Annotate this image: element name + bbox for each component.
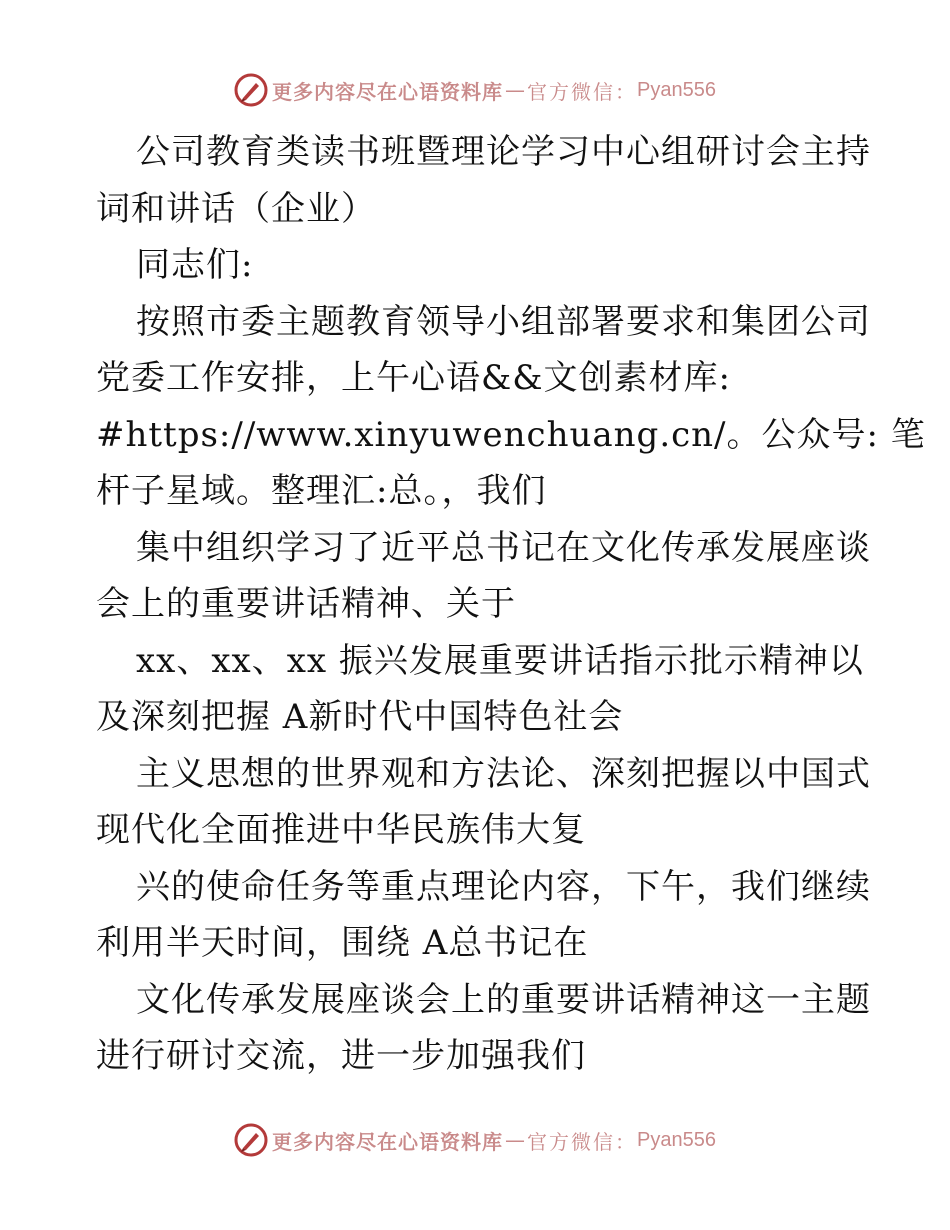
doc-line: 杆子星域。整理汇:总。，我们 bbox=[96, 471, 547, 511]
watermark-separator: — bbox=[505, 78, 526, 102]
doc-line: 利用半天时间，围绕 A总书记在 bbox=[96, 923, 589, 963]
watermark-official-label: 官方微信： bbox=[527, 1129, 638, 1154]
doc-line: 进行研讨交流，进一步加强我们 bbox=[96, 1036, 586, 1076]
doc-line: 及深刻把握 A新时代中国特色社会 bbox=[96, 697, 624, 737]
doc-line: 兴的使命任务等重点理论内容，下午，我们继续 bbox=[136, 866, 871, 907]
doc-line: 主义思想的世界观和方法论、深刻把握以中国式 bbox=[136, 753, 871, 794]
doc-line: 会上的重要讲话精神、关于 bbox=[96, 584, 516, 624]
doc-line: 现代化全面推进中华民族伟大复 bbox=[96, 810, 586, 850]
pen-logo-icon bbox=[234, 73, 268, 107]
doc-line-title-1: 公司教育类读书班暨理论学习中心组研讨会主持 bbox=[136, 132, 871, 172]
watermark-main-text: 更多内容尽在心语资料库 bbox=[272, 1129, 504, 1154]
doc-line-salutation: 同志们: bbox=[136, 245, 254, 285]
doc-line: 文化传承发展座谈会上的重要讲话精神这一主题 bbox=[136, 979, 871, 1020]
doc-line: 按照市委主题教育领导小组部署要求和集团公司 bbox=[136, 301, 871, 342]
watermark-official-label: 官方微信： bbox=[527, 79, 638, 104]
pen-logo-icon bbox=[234, 1123, 268, 1157]
watermark-banner-top bbox=[0, 70, 950, 110]
watermark-main-text: 更多内容尽在心语资料库 bbox=[272, 79, 504, 104]
doc-line-title-2: 词和讲话（企业） bbox=[96, 188, 376, 229]
watermark-account-id: Pyan556 bbox=[637, 1128, 716, 1151]
watermark-separator: — bbox=[505, 1128, 526, 1152]
doc-line: 党委工作安排，上午心语&&文创素材库: bbox=[96, 358, 731, 398]
doc-line: #https://www.xinyuwenchuang.cn/。公众号: 笔 bbox=[96, 414, 926, 455]
watermark-account-id: Pyan556 bbox=[637, 78, 716, 101]
watermark-banner-bottom bbox=[0, 1120, 950, 1160]
doc-line: 集中组织学习了近平总书记在文化传承发展座谈 bbox=[136, 527, 871, 568]
document-body bbox=[96, 124, 926, 1085]
doc-line: xx、xx、xx 振兴发展重要讲话指示批示精神以 bbox=[136, 640, 864, 681]
